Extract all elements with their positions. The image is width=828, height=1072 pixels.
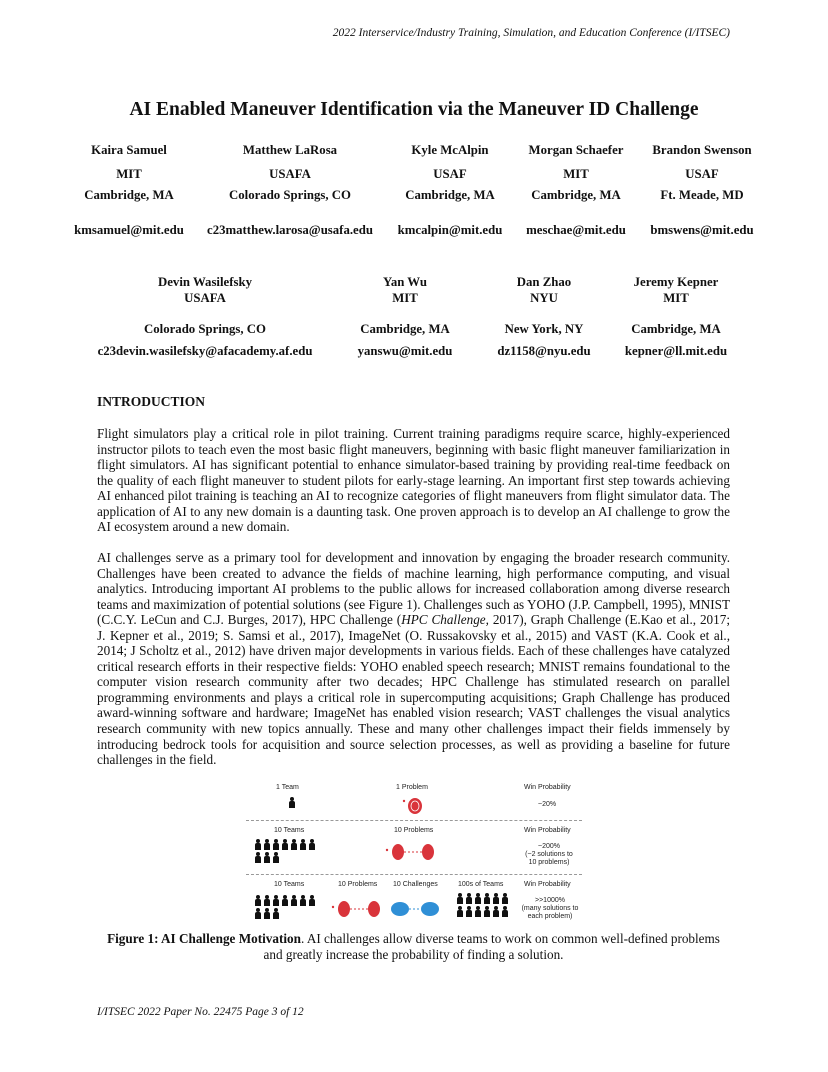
figure-caption bbox=[97, 931, 730, 963]
author-location: Cambridge, MA bbox=[84, 188, 174, 202]
author-name: Kyle McAlpin bbox=[411, 143, 489, 157]
author-org: NYU bbox=[530, 291, 558, 305]
author-org: MIT bbox=[116, 167, 142, 181]
figure-1 bbox=[246, 781, 582, 931]
author-location: Cambridge, MA bbox=[531, 188, 621, 202]
author-org: MIT bbox=[563, 167, 589, 181]
author-location: Cambridge, MA bbox=[360, 322, 450, 336]
author-email: bmswens@mit.edu bbox=[650, 223, 754, 237]
targets-icon bbox=[330, 898, 386, 920]
author-location: Ft. Meade, MD bbox=[660, 188, 744, 202]
author-email: dz1158@nyu.edu bbox=[497, 344, 591, 358]
author-email: kmcalpin@mit.edu bbox=[397, 223, 503, 237]
fig-label-win: Win Probability bbox=[524, 881, 571, 888]
author-org: USAF bbox=[685, 167, 719, 181]
author-email: meschae@mit.edu bbox=[526, 223, 626, 237]
author-name: Jeremy Kepner bbox=[633, 275, 719, 289]
paper-title: AI Enabled Maneuver Identification via the Maneuver ID Challenge bbox=[129, 99, 699, 120]
author-email: yanswu@mit.edu bbox=[357, 344, 453, 358]
fig-win-value: ~20% bbox=[538, 801, 557, 808]
fig-win-line: ~200% bbox=[538, 843, 560, 850]
target-icon bbox=[401, 796, 425, 816]
author-name: Dan Zhao bbox=[516, 275, 572, 289]
author-name: Yan Wu bbox=[383, 275, 427, 289]
author-name: Kaira Samuel bbox=[91, 143, 167, 157]
author-org: USAFA bbox=[184, 291, 226, 305]
paragraph-text: AI challenges serve as a primary tool for development and innovation by engaging the broader research community. Challenges have been created to advance the fields of machine learning, high performance computing, and visual analytics. Introducing important AI problems to the public allows for increased collaboration among diverse research teams and maximization of potential solutions (see Figure 1). Challenges such as YOHO (J.P. Campbell, 1995), MNIST (C.C.Y. LeCun and C.J. Burges, 2017), HPC Challenge ( bbox=[97, 550, 730, 628]
author-email: kepner@ll.mit.edu bbox=[624, 344, 728, 358]
fig-win-line: each problem) bbox=[527, 913, 573, 920]
fig-label-problems: 10 Problems bbox=[394, 827, 434, 834]
author-org: MIT bbox=[392, 291, 418, 305]
author-location: New York, NY bbox=[504, 322, 584, 336]
author-location: Colorado Springs, CO bbox=[144, 322, 266, 336]
paragraph-italic-text: HPC Challenge, bbox=[401, 612, 489, 628]
people-crowd-icon bbox=[456, 893, 512, 918]
fig-label-teams: 10 Teams bbox=[274, 881, 305, 888]
fig-label-teams: 10 Teams bbox=[274, 827, 305, 834]
author-name: Brandon Swenson bbox=[652, 143, 752, 157]
fig-label-win: Win Probability bbox=[524, 827, 571, 834]
paragraph-text: 2017), Graph Challenge (E.Kao et al., 2017; J. Kepner et al., 2019; S. Samsi et al., 2017), ImageNet (O. Russakovsky et al., 2015) and VAST (K.A. Cook et al., 2014; J Scholtz et al., 2012) have driven major developments in various fields. Each of these challenges have catalyzed critical research efforts in their respective fields: YOHO enabled speech research; MNIST remains foundational to the computer vision research community after two decades; HPC Challenge has stimulated research on parallel programming environments and plays a critical role in supercomputing acquisitions; Graph Challenge has produced award-winning software and hardware; ImageNet has enabled vision research; VAST challenges the visual analytics research community with new topics annually. These and many other challenges impact their fields immensely by introducing bedrock tools for acquisition and source selection processes, as well as providing a baseline for future challenges in the field. bbox=[97, 612, 730, 768]
caption-text: . AI challenges allow diverse teams to work on common well-defined problems and greatly increase the probability of finding a solution. bbox=[263, 931, 720, 962]
author-name: Matthew LaRosa bbox=[242, 143, 338, 157]
fig-win-line: >>1000% bbox=[535, 897, 565, 904]
divider bbox=[246, 820, 582, 821]
author-location: Cambridge, MA bbox=[405, 188, 495, 202]
brain-icon bbox=[390, 900, 440, 918]
people-group-icon bbox=[254, 895, 322, 920]
fig-label-challenges: 10 Challenges bbox=[393, 881, 438, 888]
page-footer: I/ITSEC 2022 Paper No. 22475 Page 3 of 12 bbox=[97, 1006, 304, 1018]
fig-label-win: Win Probability bbox=[524, 784, 571, 791]
caption-label: Figure 1: AI Challenge Motivation bbox=[107, 931, 301, 946]
divider bbox=[246, 874, 582, 875]
targets-icon bbox=[384, 841, 440, 863]
section-heading: INTRODUCTION bbox=[97, 394, 206, 409]
author-location: Cambridge, MA bbox=[631, 322, 721, 336]
running-header: 2022 Interservice/Industry Training, Simulation, and Education Conference (I/ITSEC) bbox=[332, 27, 730, 39]
author-email: kmsamuel@mit.edu bbox=[74, 223, 184, 237]
author-location: Colorado Springs, CO bbox=[229, 188, 351, 202]
fig-win-line: 10 problems) bbox=[528, 859, 570, 866]
fig-label-teams100: 100s of Teams bbox=[458, 881, 504, 888]
fig-win-value bbox=[520, 897, 580, 921]
author-org: USAF bbox=[433, 167, 467, 181]
fig-label-problems: 10 Problems bbox=[338, 881, 378, 888]
people-group-icon bbox=[254, 839, 322, 864]
paragraph-challenges bbox=[97, 550, 730, 768]
people-icon bbox=[288, 797, 298, 809]
fig-win-line: (~2 solutions to bbox=[525, 851, 573, 858]
author-name: Devin Wasilefsky bbox=[158, 275, 252, 289]
fig-win-value bbox=[524, 843, 574, 867]
fig-label-teams: 1 Team bbox=[276, 784, 299, 791]
author-email: c23devin.wasilefsky@afacademy.af.edu bbox=[97, 344, 313, 358]
fig-label-problems: 1 Problem bbox=[396, 784, 428, 791]
author-name: Morgan Schaefer bbox=[528, 143, 624, 157]
author-org: MIT bbox=[663, 291, 689, 305]
author-email: c23matthew.larosa@usafa.edu bbox=[207, 223, 373, 237]
fig-win-line: (many solutions to bbox=[521, 905, 579, 912]
author-org: USAFA bbox=[269, 167, 311, 181]
paragraph-intro: Flight simulators play a critical role in pilot training. Current training paradigms require scarce, highly-experienced instructor pilots to teach even the most basic flight maneuvers, beginning with basic flight maneuver familiarization in flight simulators. AI has significant potential to enhance simulator-based training by providing real-time feedback on the quality of each flight maneuver to student pilots for early-stage learning. An important first step towards achieving AI enhanced pilot training is teaching an AI to recognize categories of flight maneuvers from flight simulator data. The application of AI to any new domain is a daunting task. One proven approach is to develop an AI challenge to grow the AI ecosystem around a new domain. bbox=[97, 426, 730, 535]
